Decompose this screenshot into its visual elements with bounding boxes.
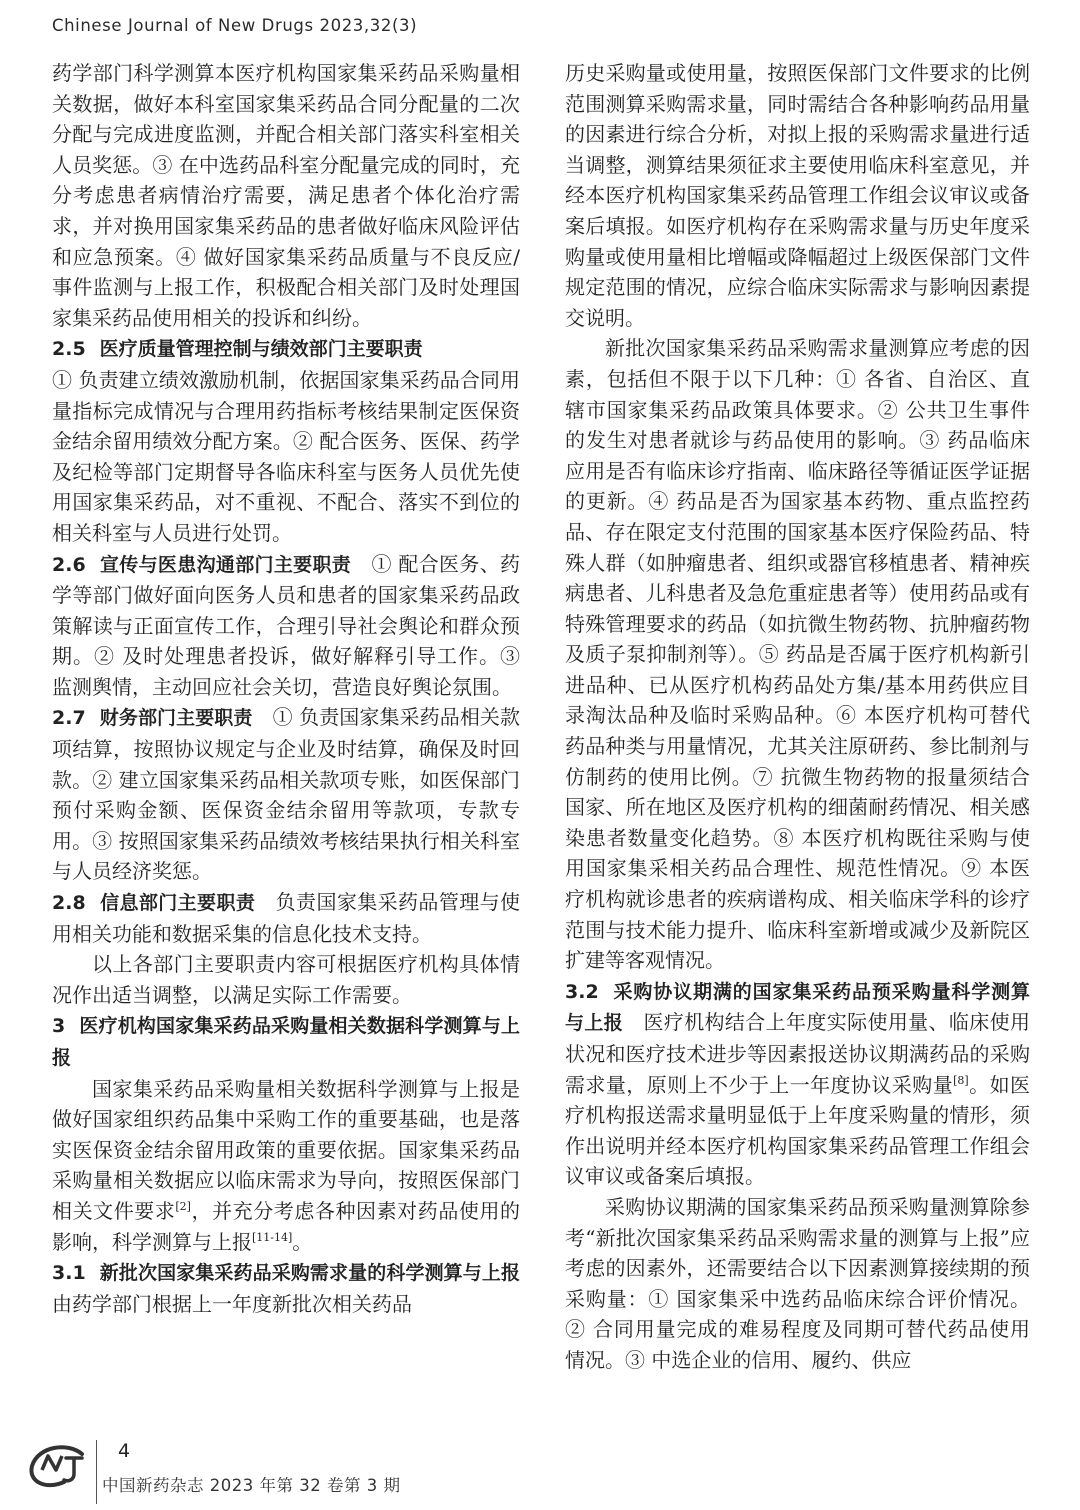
section-2-8 [52, 887, 520, 949]
paragraph: ① 负责建立绩效激励机制，依据国家集采药品合同用量指标完成情况与合理用药指标考核结果制定医保资金结余留用绩效分配方案。② 配合医务、医保、药学及纪检等部门定期督导各临床科室与医务人员优先使用国家集采药品，对不重视、不配合、落实不到位的相关科室与人员进行处罚。 [52, 367, 520, 545]
section-body: ① 配合医务、药学等部门做好面向医务人员和患者的国家集采药品政策解读与正面宣传工作，合理引导社会舆论和群众预期。② 及时处理患者投诉，做好解释引导工作。③ 监测舆情，主动回应社会关切，营造良好舆论氛围。 [52, 551, 521, 699]
section-number: 2.5 [52, 338, 86, 361]
section-2-5 [52, 333, 520, 365]
section-number: 3.1 [52, 1262, 86, 1285]
section-3-2 [565, 976, 1030, 1192]
journal-logo-icon [24, 1440, 92, 1492]
citation: [11-14] [252, 1230, 293, 1244]
left-column [52, 58, 520, 1319]
section-2-7 [52, 702, 520, 887]
section-title: 财务部门主要职责 [99, 707, 253, 730]
section-2-6 [52, 549, 520, 703]
section-body: ① 负责国家集采药品相关款项结算，按照协议规定与企业及时结算，确保及时回款。② 建立国家集采药品相关款项专账，如医保部门预付采购金额、医保资金结余留用等款项，专款专用。③ 按照国家集采药品绩效考核结果执行相关科室与人员经济奖惩。 [52, 705, 521, 884]
section-3 [52, 1010, 520, 1073]
section-number: 2.7 [52, 707, 86, 730]
section-3-1 [52, 1257, 520, 1319]
section-body: 负责国家集采药品管理与使用相关功能和数据采集的信息化技术支持。 [52, 890, 521, 946]
journal-header: Chinese Journal of New Drugs 2023,32(3) [52, 16, 418, 35]
section-number: 3.2 [565, 980, 599, 1003]
section-title: 医疗质量管理控制与绩效部门主要职责 [99, 338, 423, 361]
section-title: 采购协议期满的国家集采药品预采购量科学测算与上报 [565, 980, 1030, 1035]
section-title: 新批次国家集采药品采购需求量的科学测算与上报 [99, 1262, 520, 1285]
text: ，并充分考虑各种因素对药品使用的影响，科学测算与上报 [52, 1198, 521, 1254]
paragraph: 历史采购量或使用量，按照医保部门文件要求的比例范围测算采购需求量，同时需结合各种影响药品用量的因素进行综合分析，对拟上报的采购需求量进行适当调整，测算结果须征求主要使用临床科室意见，并经本医疗机构国家集采药品管理工作组会议审议或备案后填报。如医疗机构存在采购需求量与历史年度采购量或使用量相比增幅或降幅超过上级医保部门文件规定范围的情况，应综合临床实际需求与影响因素提交说明。 [565, 61, 1030, 330]
right-column [565, 58, 1030, 1376]
paragraph: 以上各部门主要职责内容可根据医疗机构具体情况作出适当调整，以满足实际工作需要。 [52, 952, 520, 1007]
section-number: 2.6 [52, 553, 86, 576]
page-number: 4 [118, 1440, 131, 1462]
section-title: 信息部门主要职责 [99, 892, 256, 915]
section-body: 医疗机构结合上年度实际使用量、临床使用状况和医疗技术进步等因素报送协议期满药品的采购需求量，原则上不少于上一年度协议采购量 [565, 1010, 1031, 1097]
text: 国家集采药品采购量相关数据科学测算与上报是做好国家组织药品集中采购工作的重要基础，也是落实医保资金结余留用政策的重要依据。国家集采药品采购量相关数据应以临床需求为导向，按照医保部门相关文件要求 [52, 1076, 520, 1223]
section-number: 2.8 [52, 892, 86, 915]
paragraph: 新批次国家集采药品采购需求量测算应考虑的因素，包括但不限于以下几种：① 各省、自治区、直辖市国家集采药品政策具体要求。② 公共卫生事件的发生对患者就诊与药品使用的影响。③ 药品临床应用是否有临床诊疗指南、临床路径等循证医学证据的更新。④ 药品是否为国家基本药物、重点监控药品、存在限定支付范围的国家基本医疗保险药品、特殊人群（如肿瘤患者、组织或器官移植患者、精神疾病患者、儿科患者及急危重症患者等）使用药品或有特殊管理要求的药品（如抗微生物药物、抗肿瘤药物及质子泵抑制剂等）。⑤ 药品是否属于医疗机构新引进品种、已从医疗机构药品处方集/基本用药供应目录淘汰品种及临时采购品种。⑥ 本医疗机构可替代药品种类与用量情况，尤其关注原研药、参比制剂与仿制药的使用比例。⑦ 抗微生物药物的报量须结合国家、所在地区及医疗机构的细菌耐药情况、相关感染患者数量变化趋势。⑧ 本医疗机构既往采购与使用国家集采相关药品合理性、规范性情况。⑨ 本医疗机构就诊患者的疾病谱构成、相关临床学科的诊疗范围与技术能力提升、临床科室新增或减少及新院区扩建等客观情况。 [565, 336, 1030, 973]
footer-journal-title: 中国新药杂志 2023 年第 32 卷第 3 期 [102, 1476, 401, 1495]
section-body: 。如医疗机构报送需求量明显低于上年度采购量的情形，须作出说明并经本医疗机构国家集采药品管理工作组会议审议或备案后填报。 [565, 1072, 1031, 1189]
footer-divider [96, 1440, 97, 1504]
citation: [2] [175, 1199, 191, 1213]
section-number: 3 [52, 1015, 66, 1038]
section-title: 宣传与医患沟通部门主要职责 [99, 553, 352, 576]
paragraph: 药学部门科学测算本医疗机构国家集采药品采购量相关数据，做好本科室国家集采药品合同分配量的二次分配与完成进度监测，并配合相关部门落实科室相关人员奖惩。③ 在中选药品科室分配量完成的同时，充分考虑患者病情治疗需要，满足患者个体化治疗需求，并对换用国家集采药品的患者做好临床风险评估和应急预案。④ 做好国家集采药品质量与不良反应/事件监测与上报工作，积极配合相关部门及时处理国家集采药品使用相关的投诉和纠纷。 [52, 61, 520, 330]
text: 。 [292, 1229, 313, 1254]
section-body: 由药学部门根据上一年度新批次相关药品 [52, 1291, 412, 1316]
section-title: 医疗机构国家集采药品采购量相关数据科学测算与上报 [52, 1015, 520, 1069]
paragraph [52, 1074, 520, 1258]
citation: [8] [953, 1073, 969, 1087]
paragraph: 采购协议期满的国家集采药品预采购量测算除参考“新批次国家集采药品采购需求量的测算与上报”应考虑的因素外，还需要结合以下因素测算接续期的预采购量：① 国家集采中选药品临床综合评价情况。② 合同用量完成的难易程度及同期可替代药品使用情况。③ 中选企业的信用、履约、供应 [565, 1194, 1030, 1372]
